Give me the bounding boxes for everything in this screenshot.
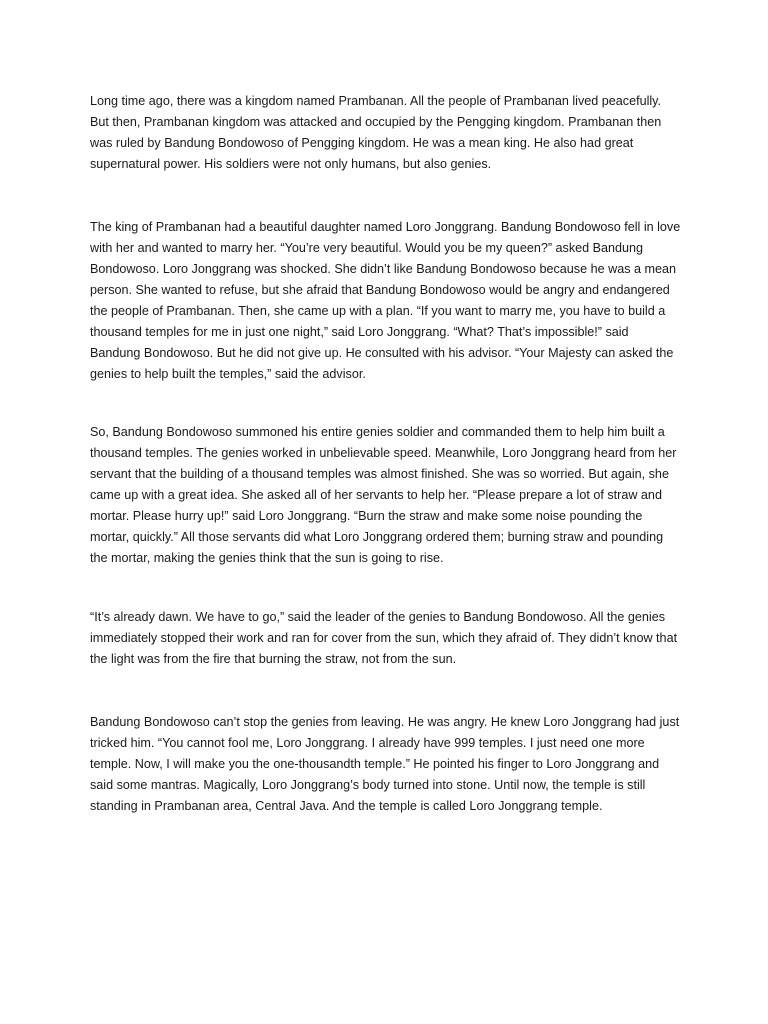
paragraph-1: Long time ago, there was a kingdom named Prambanan. All the people of Prambanan lived peacefully. But then, Prambanan kingdom was attacked and occupied by the Pengging kingdom. Prambanan then was ruled by Bandung Bondowoso of Pengging kingdom. He was a mean king. He also had great supernatural power. His soldiers were not only humans, but also genies. bbox=[90, 94, 662, 171]
paragraph-5: Bandung Bondowoso can’t stop the genies from leaving. He was angry. He knew Loro Jonggrang had just tricked him. “You cannot fool me, Loro Jonggrang. I already have 999 temples. I just need one more temple. Now, I will make you the one-thousandth temple.” He pointed his finger to Loro Jonggrang and said some mantras. Magically, Loro Jonggrang’s body turned into stone. Until now, the temple is still standing in Prambanan area, Central Java. And the temple is called Loro Jonggrang temple. bbox=[90, 715, 680, 813]
paragraph-4: “It’s already dawn. We have to go,” said the leader of the genies to Bandung Bondowoso. All the genies immediately stopped their work and ran for cover from the sun, which they afraid of. They didn’t know that the light was from the fire that burning the straw, not from the sun. bbox=[90, 610, 678, 666]
paragraph-2: The king of Prambanan had a beautiful daughter named Loro Jonggrang. Bandung Bondowoso fell in love with her and wanted to marry her. “You’re very beautiful. Would you be my queen?” asked Bandung Bondowoso. Loro Jonggrang was shocked. She didn’t like Bandung Bondowoso because he was a mean person. She wanted to refuse, but she afraid that Bandung Bondowoso would be angry and endangered the people of Prambanan. Then, she came up with a plan. “If you want to marry me, you have to build a thousand temples for me in just one night,” said Loro Jonggrang. “What? That’s impossible!” said Bandung Bondowoso. But he did not give up. He consulted with his advisor. “Your Majesty can asked the genies to help built the temples,” said the advisor. bbox=[90, 220, 681, 381]
paragraph-3: So, Bandung Bondowoso summoned his entire genies soldier and commanded them to help him built a thousand temples. The genies worked in unbelievable speed. Meanwhile, Loro Jonggrang heard from her servant that the building of a thousand temples was almost finished. She was so worried. But again, she came up with a great idea. She asked all of her servants to help her. “Please prepare a lot of straw and mortar. Please hurry up!” said Loro Jonggrang. “Burn the straw and make some noise pounding the mortar, quickly.” All those servants did what Loro Jonggrang ordered them; burning straw and pounding the mortar, making the genies think that the sun is going to rise. bbox=[90, 425, 677, 565]
